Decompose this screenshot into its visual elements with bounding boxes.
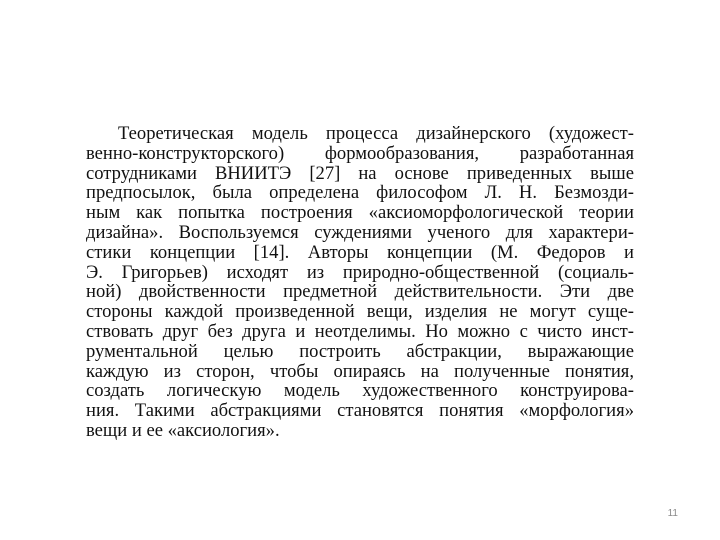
paragraph-line: венно-конструкторского) формообразования, разработанная xyxy=(86,142,634,164)
paragraph-line: стики концепции [14]. Авторы концепции (М. Федоров и xyxy=(86,241,634,263)
paragraph-line: сотрудниками ВНИИТЭ [27] на основе приведенных выше xyxy=(86,162,634,184)
paragraph-line: Э. Григорьев) исходят из природно-общественной (социаль- xyxy=(86,261,634,283)
paragraph-line: стороны каждой произведенной вещи, изделия не могут суще- xyxy=(86,301,634,323)
paragraph-line: дизайна». Воспользуемся суждениями ученого для характери- xyxy=(86,221,634,243)
paragraph-line: каждую из сторон, чтобы опираясь на полученные понятия, xyxy=(86,360,634,382)
paragraph-line: ния. Такими абстракциями становятся понятия «морфология» xyxy=(86,400,634,422)
body-paragraph xyxy=(86,124,634,441)
paragraph-line: ной) двойственности предметной действительности. Эти две xyxy=(86,281,634,303)
paragraph-line: ным как попытка построения «аксиоморфологической теории xyxy=(86,202,634,224)
paragraph-line: предпосылок, была определена философом Л. Н. Безмозди- xyxy=(86,182,634,204)
paragraph-line: вещи и ее «аксиология». xyxy=(86,419,280,441)
paragraph-line: рументальной целью построить абстракции, выражающие xyxy=(86,340,634,362)
paragraph-line: Теоретическая модель процесса дизайнерского (художест- xyxy=(118,123,634,144)
paragraph-line: создать логическую модель художественного конструирова- xyxy=(86,380,634,402)
paragraph-line: ствовать друг без друга и неотделимы. Но можно с чисто инст- xyxy=(86,320,634,342)
page-number: 11 xyxy=(667,508,678,519)
